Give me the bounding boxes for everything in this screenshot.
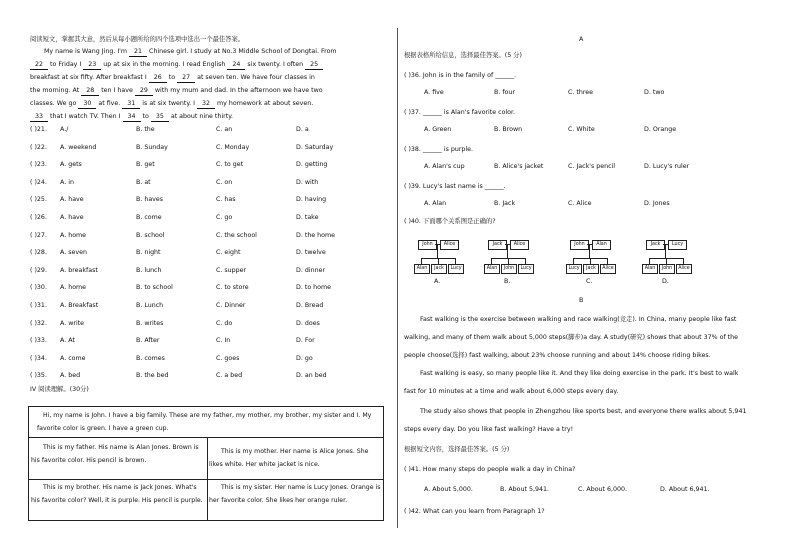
- cloze-line: [44, 48, 337, 57]
- option-a: A. At: [60, 337, 75, 345]
- option-b: B. haves: [136, 196, 164, 204]
- q42-stem: ( )42. What can you learn from Paragraph 1?: [404, 508, 545, 515]
- option-b: B. the: [136, 126, 155, 133]
- question-number: ( )35.: [30, 372, 47, 380]
- option-a: A. Green: [424, 126, 452, 133]
- tree-node: John: [501, 264, 517, 274]
- cloze-line: [30, 61, 323, 70]
- tree-node: Alan: [642, 264, 658, 274]
- cloze-line: [30, 113, 233, 122]
- tree-node: Alice: [440, 240, 459, 250]
- option-c: C. eight: [216, 249, 241, 257]
- tree-node: John: [659, 264, 675, 274]
- option-d: D. a: [296, 126, 309, 133]
- option-c: C. About 6,000.: [578, 486, 628, 493]
- option-c: C. White: [568, 126, 595, 133]
- instruction: 阅读短文，掌握其大意，然后从每小题所给的四个选项中选出一个最佳答案。: [30, 36, 245, 43]
- option-c: C. Alice: [568, 200, 592, 207]
- option-c: C. to store: [216, 284, 249, 292]
- cloze-text: that I watch TV. Then I: [48, 113, 123, 120]
- mother-cell: This is my mother. Her name is Alice Jones. She likes white. Her white jacket is nice.: [209, 448, 369, 468]
- cloze-text: My name is Wang Jing. I'm: [44, 48, 130, 55]
- option-a: A. five: [424, 89, 444, 96]
- option-c: C. supper: [216, 266, 247, 274]
- blank-number: 28: [81, 87, 99, 96]
- blank-number: 26: [149, 74, 167, 83]
- question-number: ( )24.: [30, 178, 47, 186]
- cloze-text: classes. We go: [30, 100, 79, 107]
- option-b: B. Lunch: [136, 302, 164, 309]
- option-c: C. In: [216, 337, 231, 345]
- cloze-text: at seven ten. We have four classes in: [195, 74, 315, 81]
- tree-node: Alan: [592, 240, 611, 250]
- option-a: A. Breakfast: [60, 302, 99, 309]
- question-number: ( )27.: [30, 231, 47, 239]
- option-a: A. Alan: [424, 200, 447, 207]
- passage-line: people choose(选择) fast walking, about 23% choose running and about 14% choose riding bikes.: [404, 352, 711, 359]
- passage-line: walking, and many of them walk about 5,000 steps(脚步)a day. A study(研究) shows that about 37% of the: [404, 334, 739, 341]
- question-number: ( )28.: [30, 249, 47, 257]
- cloze-text: at about nine thirty.: [168, 113, 234, 120]
- cloze-text: Chinese girl. I study at No.3 Middle School of Dongtai. From: [147, 48, 337, 55]
- tree-node: Jack: [583, 264, 599, 274]
- intro-cell: Hi, my name is John. I have a big family. These are my father, my mother, my brother, my sister and I. My favorite color is green. I have a green cup.: [37, 412, 372, 432]
- cloze-text: up at six in the morning. I read English: [101, 61, 228, 68]
- option-b: B. Jack: [494, 200, 516, 207]
- question-stem: ( )36. John is in the family of ______.: [404, 72, 517, 79]
- option-d: D. dinner: [296, 266, 326, 274]
- option-c: C. an: [216, 126, 233, 133]
- tree-label: D.: [662, 278, 669, 285]
- option-c: C. three: [568, 89, 594, 96]
- question-number: ( )31.: [30, 302, 47, 309]
- section-a-label: A: [579, 36, 584, 43]
- tree-node: Lucy: [668, 240, 687, 250]
- option-b: B. lunch: [136, 266, 162, 274]
- section-b-label: B: [579, 297, 584, 304]
- option-b: B. night: [136, 249, 161, 257]
- option-c: C. Dinner: [216, 302, 246, 309]
- column-divider: [397, 28, 398, 528]
- cloze-text: the morning. At: [30, 87, 82, 94]
- blank-number: 31: [122, 100, 140, 109]
- option-d: D. take: [296, 214, 319, 221]
- instruction-a: 根据表格所给信息，选择最佳答案。(5 分): [404, 52, 522, 59]
- blank-number: 32: [197, 100, 215, 109]
- option-c: C. on: [216, 178, 233, 186]
- blank-number: 30: [78, 100, 96, 109]
- option-b: B. at: [136, 178, 151, 186]
- option-b: B. four: [494, 89, 515, 96]
- instruction-b: 根据短文内容，选择最佳答案。(5 分): [404, 446, 510, 453]
- question-number: ( )32.: [30, 319, 47, 327]
- q41-stem: ( )41. How many steps do people walk a day in China?: [404, 466, 576, 473]
- option-a: A. write: [60, 319, 85, 327]
- cloze-text: is at six twenty. I: [140, 100, 198, 107]
- option-b: B. Sunday: [136, 143, 168, 151]
- option-b: B. the bed: [136, 372, 169, 380]
- cloze-text: breakfast at six fifty. After breakfast I: [30, 74, 149, 81]
- option-d: D. Saturday: [296, 143, 334, 151]
- option-d: D. Bread: [296, 302, 324, 309]
- blank-number: 34: [123, 113, 141, 122]
- blank-number: 27: [177, 74, 195, 83]
- blank-number: 21: [129, 48, 147, 57]
- tree-node: Alice: [676, 264, 692, 274]
- tree-node: Lucy: [448, 264, 464, 274]
- option-a: A. in: [60, 178, 74, 186]
- option-b: B. get: [136, 161, 155, 169]
- option-c: C. has: [216, 196, 236, 204]
- option-b: B. Brown: [494, 126, 523, 133]
- tree-label: A.: [434, 278, 441, 285]
- option-c: C. the school: [216, 231, 257, 239]
- option-d: D. an bed: [296, 372, 327, 380]
- option-d: D. two: [644, 89, 665, 96]
- option-c: C. do: [216, 319, 233, 327]
- question-number: ( )29.: [30, 266, 47, 274]
- tree-node: Jack: [431, 264, 447, 274]
- question-number: ( )21.: [30, 126, 47, 133]
- option-a: A. About 5,000.: [424, 486, 473, 493]
- cloze-text: at five.: [96, 100, 123, 107]
- option-a: A. bed: [60, 372, 81, 380]
- passage-line: Fast walking is easy, so many people like it. And they like doing exercise in the park. It's best to walk: [420, 370, 739, 377]
- info-table: [28, 406, 384, 521]
- option-a: A. home: [60, 231, 87, 239]
- option-d: D. Lucy's ruler: [644, 163, 690, 170]
- blank-number: 33: [30, 113, 48, 122]
- question-number: ( )25.: [30, 196, 47, 204]
- option-d: D. having: [296, 196, 327, 204]
- tree-node: Alice: [600, 264, 616, 274]
- tree-node: Jack: [646, 240, 665, 250]
- option-b: B. come: [136, 214, 162, 221]
- option-b: B. comes: [136, 354, 165, 362]
- passage-line: The study also shows that people in Zhengzhou like sports best, and everyone there walks about 5,941: [420, 408, 747, 415]
- question-number: ( )22.: [30, 143, 47, 151]
- option-d: D. does: [296, 319, 320, 327]
- tree-label: B.: [504, 278, 511, 285]
- cloze-text: six twenty. I often: [245, 61, 306, 68]
- father-cell: This is my father. His name is Alan Jones. Brown is his favorite color. His pencil is brown.: [31, 444, 199, 464]
- tree-node: Jack: [488, 240, 507, 250]
- option-d: D. with: [296, 178, 319, 186]
- cloze-text: ten I have: [99, 87, 135, 94]
- cloze-text: to: [166, 74, 178, 81]
- tree-node: John: [418, 240, 437, 250]
- option-b: B. Alice's jacket: [494, 163, 544, 170]
- question-stem: ( )38. ______ is purple.: [404, 146, 474, 153]
- option-b: B. writes: [136, 319, 164, 327]
- cloze-line: [30, 74, 315, 83]
- option-a: A. breakfast: [60, 266, 98, 274]
- cloze-line: [30, 100, 313, 109]
- tree-label: C.: [586, 278, 593, 285]
- option-d: D. Orange: [644, 126, 677, 133]
- option-a: A./: [60, 126, 69, 133]
- option-c: C. goes: [216, 354, 240, 362]
- option-d: D. twelve: [296, 249, 326, 257]
- option-d: D. About 6,941.: [660, 486, 710, 493]
- section-title: IV 阅读理解。(30分): [30, 386, 89, 393]
- option-d: D. Jones: [644, 200, 670, 207]
- tree-node: Lucy: [566, 264, 582, 274]
- option-a: A. come: [60, 354, 86, 362]
- option-a: A. have: [60, 196, 84, 204]
- option-b: B. After: [136, 337, 160, 345]
- option-a: A. gets: [60, 161, 82, 169]
- question-number: ( )30.: [30, 284, 47, 292]
- cloze-text: to: [140, 113, 151, 120]
- option-a: A. have: [60, 214, 84, 221]
- blank-number: 24: [227, 61, 245, 70]
- sister-cell: This is my sister. Her name is Lucy Jones. Orange is her favorite color. She likes her orange ruler.: [209, 484, 381, 504]
- question-stem: ( )37. ______ is Alan's favorite color.: [404, 109, 516, 116]
- option-d: D. the home: [296, 231, 336, 239]
- blank-number: 29: [135, 87, 153, 96]
- option-b: B. to school: [136, 284, 173, 292]
- option-c: C. go: [216, 214, 233, 221]
- option-d: D. go: [296, 354, 313, 362]
- tree-node: Lucy: [518, 264, 534, 274]
- blank-number: 23: [83, 61, 101, 70]
- passage-line: Fast walking is the exercise between walking and race walking(竞走). In China, many people like fast: [420, 316, 737, 323]
- cloze-text: with my mum and dad. In the afternoon we have two: [152, 87, 323, 94]
- cloze-text: my homework at about seven.: [215, 100, 314, 107]
- cloze-line: [30, 87, 323, 96]
- q40-stem: ( )40. 下面哪个关系图是正确的?: [404, 218, 496, 225]
- option-a: A. Alan's cup: [424, 163, 465, 170]
- option-b: B. About 5,941.: [500, 486, 549, 493]
- question-stem: ( )39. Lucy's last name is ______.: [404, 183, 506, 190]
- question-number: ( )34.: [30, 354, 47, 362]
- option-c: C. Jack's pencil: [568, 163, 616, 170]
- option-a: A. home: [60, 284, 87, 292]
- option-c: C. Monday: [216, 143, 250, 151]
- option-a: A. seven: [60, 249, 87, 257]
- blank-number: 22: [30, 61, 48, 70]
- tree-node: John: [570, 240, 589, 250]
- question-number: ( )26.: [30, 214, 47, 221]
- tree-node: Alice: [510, 240, 529, 250]
- brother-cell: This is my brother. His name is Jack Jones. What's his favorite color? Well, it is purple. His pencil is purple.: [31, 484, 203, 504]
- option-c: C. to get: [216, 161, 244, 169]
- blank-number: 25: [305, 61, 323, 70]
- cloze-text: to Friday I: [48, 61, 84, 68]
- blank-number: 35: [151, 113, 169, 122]
- option-c: C. a bed: [216, 372, 243, 380]
- question-number: ( )33.: [30, 337, 47, 345]
- option-d: D. getting: [296, 161, 328, 169]
- option-d: D. For: [296, 337, 315, 345]
- option-a: A. weekend: [60, 143, 97, 151]
- tree-node: Alan: [484, 264, 500, 274]
- tree-node: Alan: [414, 264, 430, 274]
- option-b: B. school: [136, 231, 165, 239]
- passage-line: steps every day. Do you like fast walking? Have a try!: [404, 426, 574, 433]
- question-number: ( )23.: [30, 161, 47, 169]
- passage-line: fast for 10 minutes at a time and walk about 6,000 steps every day.: [404, 388, 619, 395]
- option-d: D. to home: [296, 284, 332, 292]
